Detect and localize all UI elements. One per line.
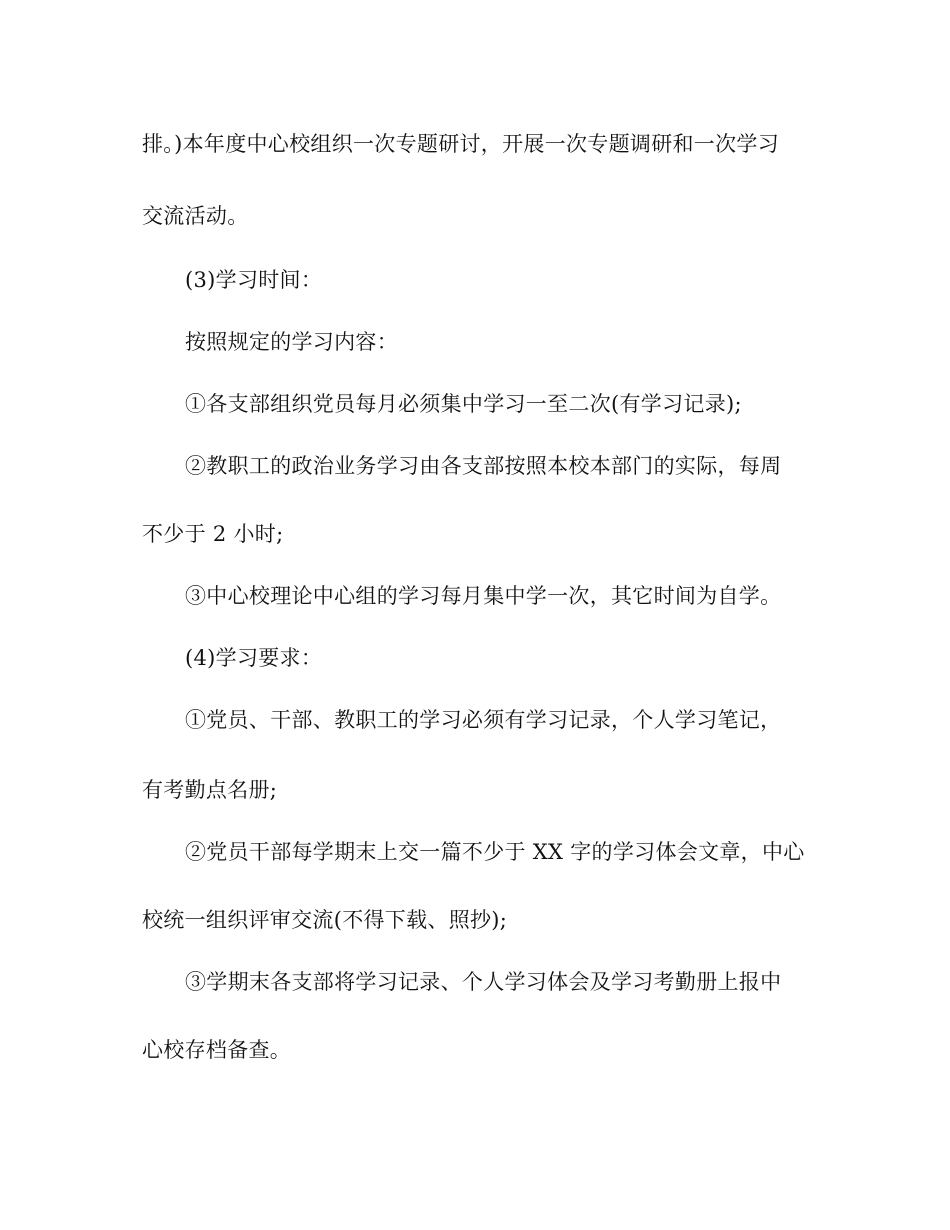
section-heading-study-requirements: (4)学习要求： <box>185 646 323 670</box>
paragraph-line: 有考勤点名册; <box>142 778 278 802</box>
paragraph-line: 交流活动。 <box>142 204 249 228</box>
paragraph-line: 心校存档备查。 <box>142 1038 292 1062</box>
list-item: ②党员干部每学期末上交一篇不少于 XX 字的学习体会文章，中心 <box>185 840 805 864</box>
list-item: ③学期末各支部将学习记录、个人学习体会及学习考勤册上报中 <box>185 970 782 994</box>
paragraph-line: 校统一组织评审交流(不得下载、照抄); <box>142 908 508 932</box>
section-heading-study-time: (3)学习时间： <box>185 268 323 292</box>
list-item: ③中心校理论中心组的学习每月集中学一次，其它时间为自学。 <box>185 584 782 608</box>
paragraph-line: 排。)本年度中心校组织一次专题研讨，开展一次专题调研和一次学习 <box>142 132 779 156</box>
paragraph-line: 按照规定的学习内容： <box>185 330 398 354</box>
list-item: ①各支部组织党员每月必须集中学习一至二次(有学习记录); <box>185 392 742 416</box>
paragraph-line: 不少于 2 小时; <box>142 522 284 546</box>
list-item: ①党员、干部、教职工的学习必须有学习记录，个人学习笔记， <box>185 708 782 732</box>
list-item: ②教职工的政治业务学习由各支部按照本校本部门的实际，每周 <box>185 454 782 478</box>
